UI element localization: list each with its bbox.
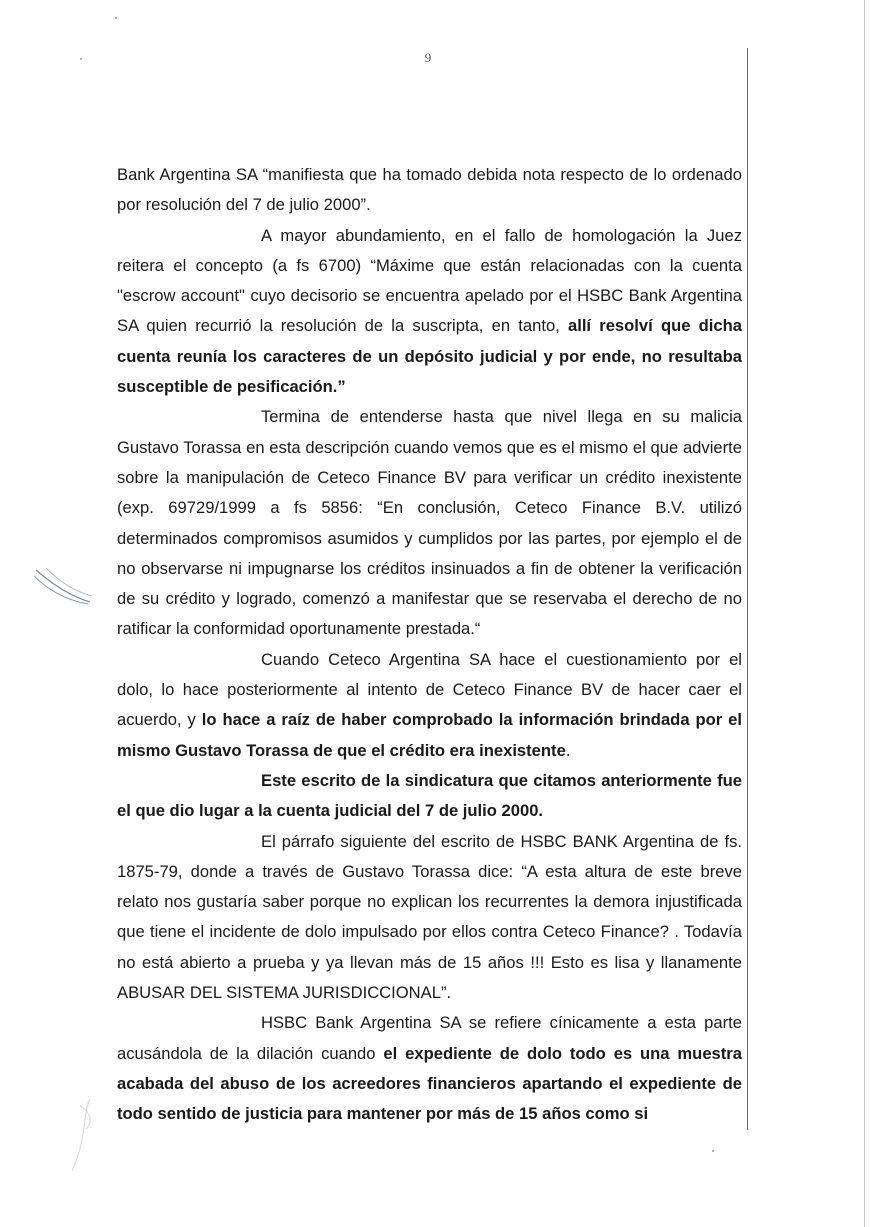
text-run: Termina de entenderse hasta que nivel llega en su malicia Gustavo Torassa en esta descripción cuando vemos que es el mismo el que advierte sobre la manipulación de Ceteco Finance BV para verificar un crédito inexistente (exp. 69729/1999 a fs 5856: “En conclusión, Ceteco Finance B.V. utilizó determinados compromisos asumidos y cumplidos por las partes, por ejemplo el de no observarse ni impugnarse los créditos insinuados a fin de obtener la verificación de su crédito y logrado, comenzó a manifestar que se reservaba el derecho de no ratificar la conformidad oportunamente prestada.“: [117, 407, 742, 639]
text-run: Cuando Ceteco Argentina SA hace el cuestionamiento por el dolo, lo hace posteriormente al intento de Ceteco Finance BV de hacer caer el acuerdo, y: [117, 649, 742, 730]
bold-text-run: el expediente de dolo todo es una muestra acabada del abuso de los acreedores financieros apartando el expediente de todo sentido de justicia para mantener por más de 15 años como si: [117, 1043, 742, 1124]
scan-speck: [80, 58, 82, 60]
document-body: [117, 160, 742, 1130]
text-run: Bank Argentina SA “manifiesta que ha tomado debida nota respecto de lo ordenado por resolución del 7 de julio 2000”.: [117, 165, 742, 215]
paragraph: [117, 827, 742, 1009]
paragraph: [117, 160, 742, 221]
faint-mark-icon: [60, 1095, 100, 1175]
text-run: A mayor abundamiento, en el fallo de homologación la Juez reitera el concepto (a fs 6700) “Máxime que están relacionadas con la cuenta "escrow account" cuyo decisorio se encuentra apelado por el HSBC Bank Argentina SA quien recurrió la resolución de la suscripta, en tanto,: [117, 225, 742, 336]
paragraph: [117, 645, 742, 766]
paragraph: [117, 402, 742, 644]
text-run: El párrafo siguiente del escrito de HSBC BANK Argentina de fs. 1875-79, donde a través de Gustavo Torassa dice: “A esta altura de este breve relato nos gustaría saber porque no explican los recurrentes la demora injustificada que tiene el incidente de dolo impulsado por ellos contra Ceteco Finance? . Todavía no está abierto a prueba y ya llevan más de 15 años !!! Esto es lisa y llanamente ABUSAR DEL SISTEMA JURISDICCIONAL”.: [117, 831, 742, 1003]
page-number: 9: [424, 50, 432, 65]
bold-text-run: Este escrito de la sindicatura que citamos anteriormente fue el que dio lugar a la cuenta judicial del 7 de julio 2000.: [117, 770, 742, 821]
scan-speck: [712, 1150, 714, 1152]
paragraph: [117, 1008, 742, 1129]
scan-speck: [115, 17, 117, 19]
bold-text-run: allí resolví que dicha cuenta reunía los caracteres de un depósito judicial y por ende, no resultaba susceptible de pesificación.”: [117, 316, 742, 397]
pen-mark-icon: [30, 562, 100, 607]
paragraph: [117, 221, 742, 403]
text-run: HSBC Bank Argentina SA se refiere cínicamente a esta parte acusándola de la dilación cuando: [117, 1013, 742, 1063]
text-run: .: [565, 740, 571, 760]
right-margin-line: [747, 48, 748, 1130]
bold-text-run: lo hace a raíz de haber comprobado la información brindada por el mismo Gustavo Torassa de que el crédito era inexistente: [117, 710, 742, 760]
paragraph: [117, 766, 742, 827]
page-edge-line: [864, 0, 865, 1227]
